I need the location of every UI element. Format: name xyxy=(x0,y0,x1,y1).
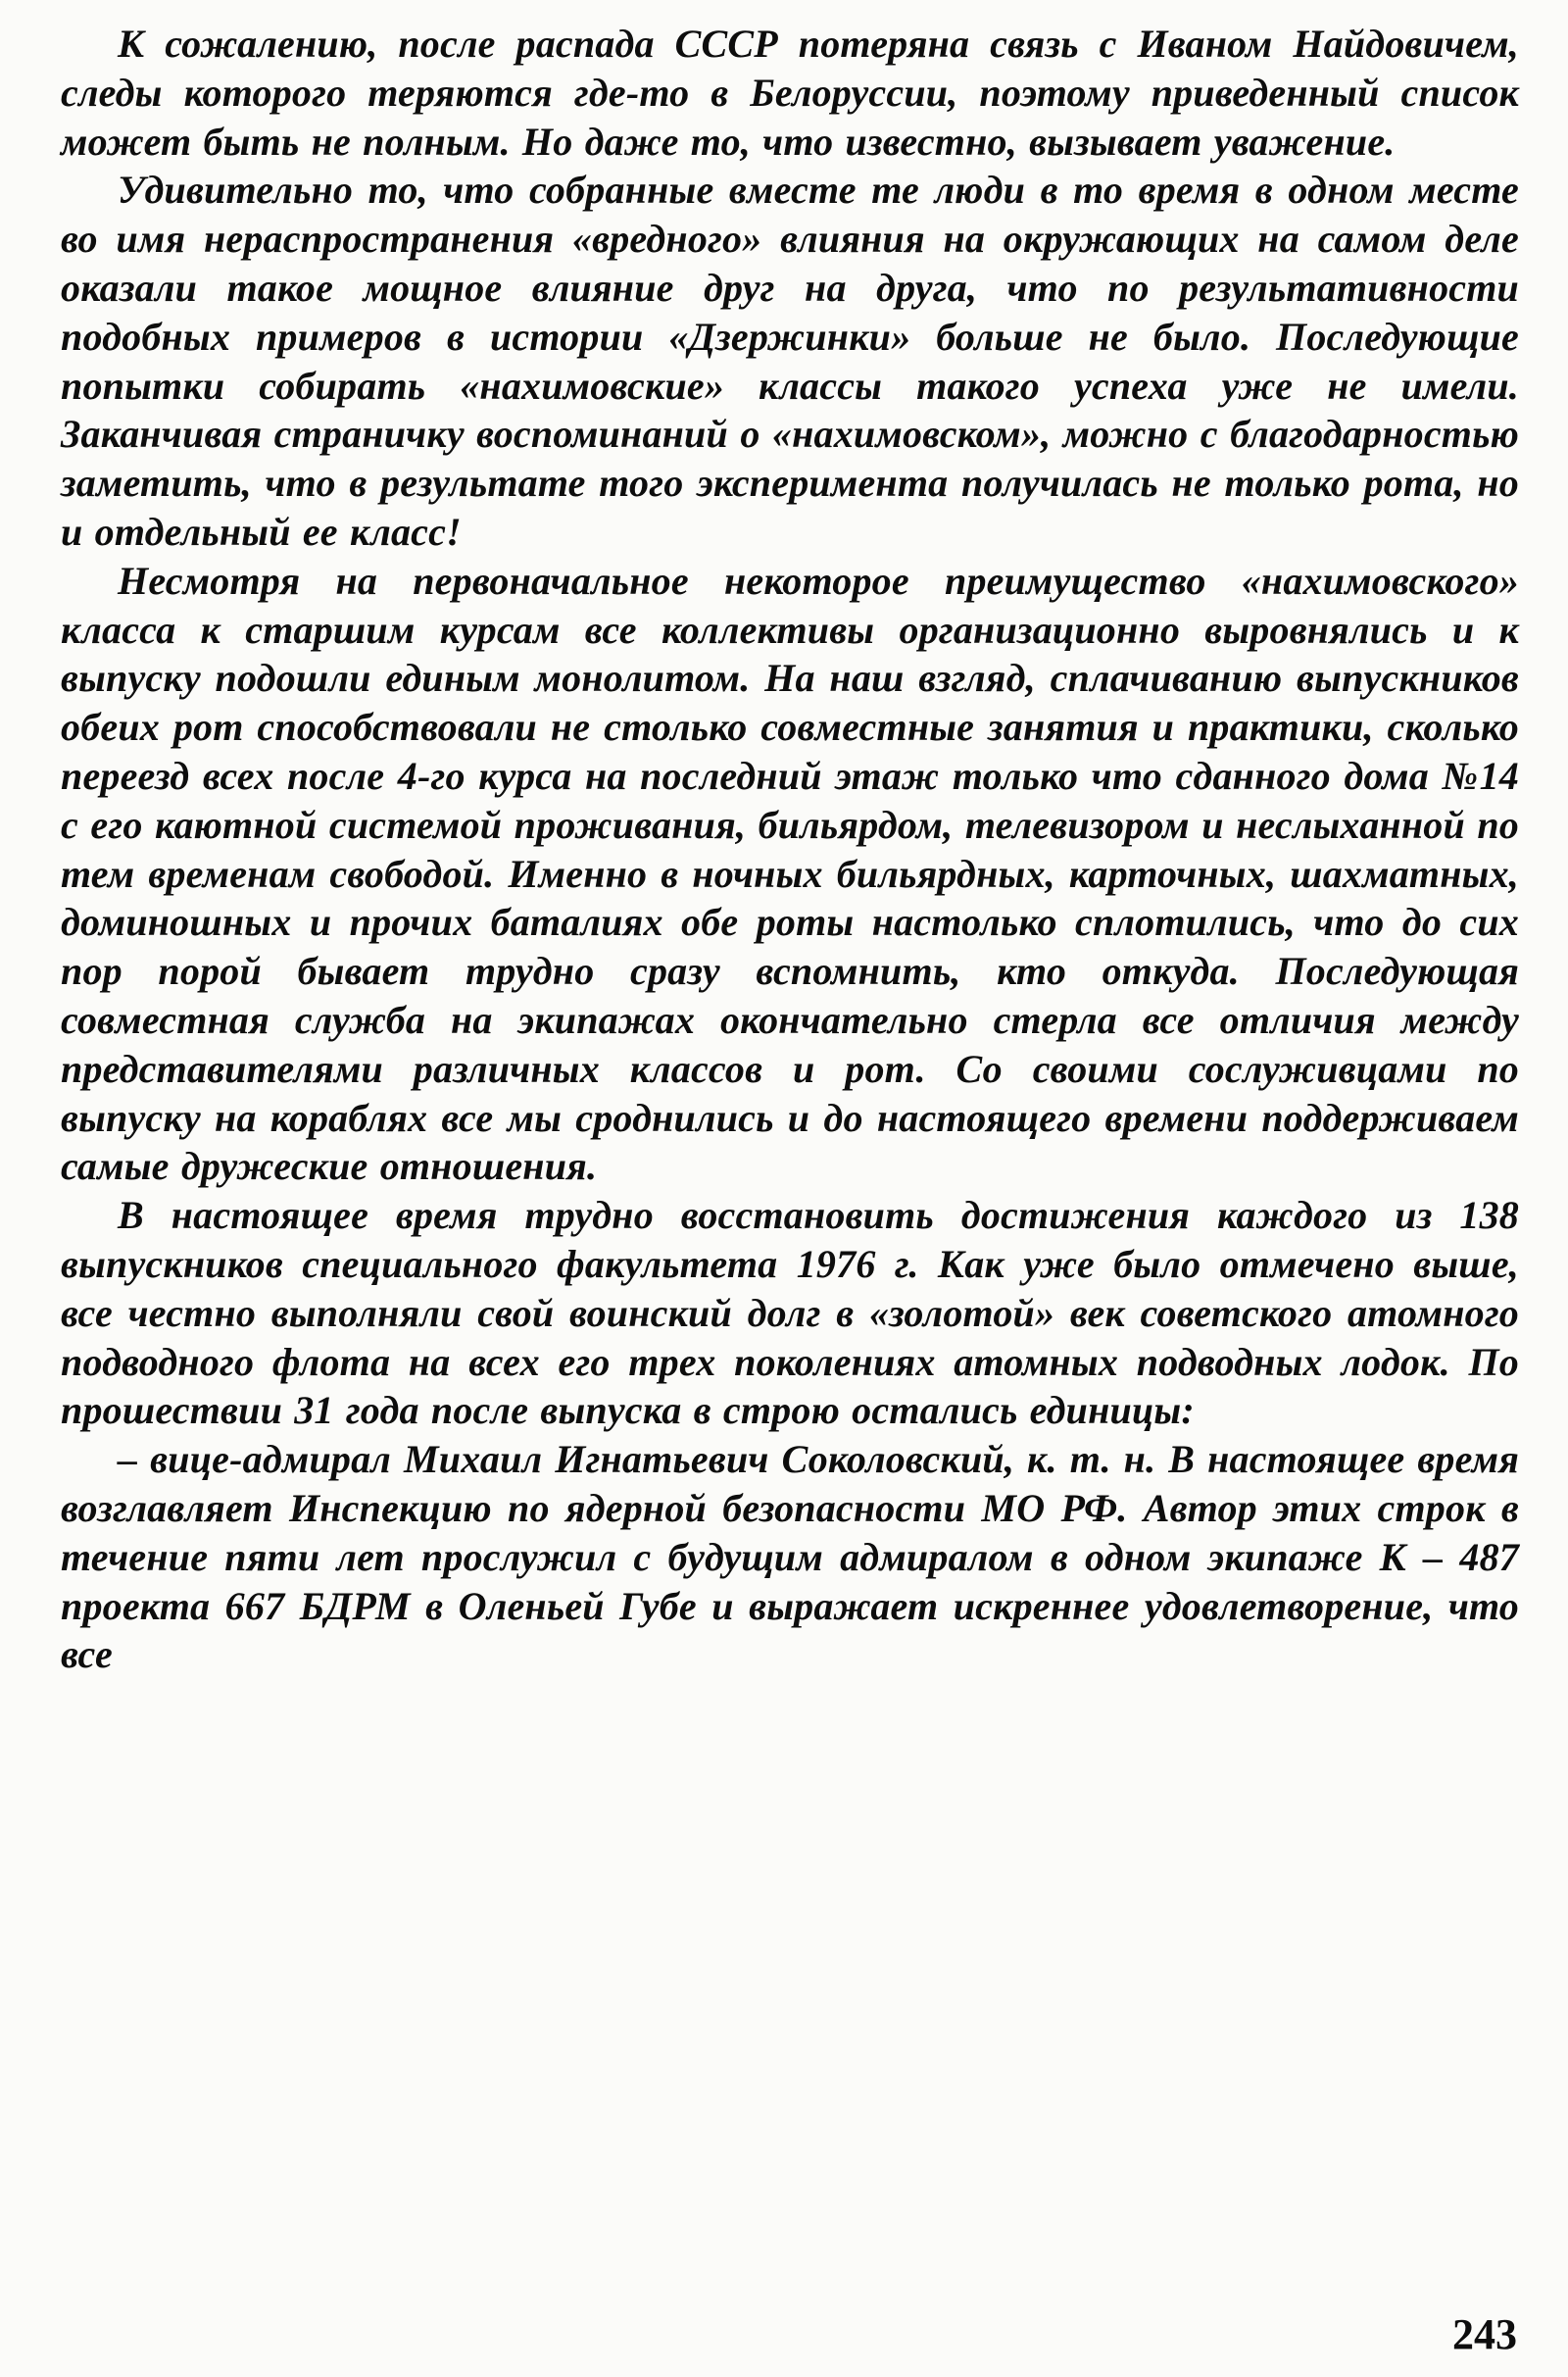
paragraph: В настоящее время трудно восстановить достижения каждого из 138 выпускников специального факультета 1976 г. Как уже было отмечено выше, все честно выполняли свой воинский долг в «золотой» век советского атомного подводного флота на всех его трех поколениях атомных подводных лодок. По прошествии 31 года после выпуска в строю остались единицы: xyxy=(61,1193,1519,1433)
paragraph: Несмотря на первоначальное некоторое преимущество «нахимовского» класса к старшим курсам все коллективы организационно выровнялись и к выпуску подошли единым монолитом. На наш взгляд, сплачиванию выпускников обеих рот способствовали не столько совместные занятия и практики, сколько переезд всех после 4-го курса на последний этаж только что сданного дома №14 с его каютной системой проживания, бильярдом, телевизором и неслыханной по тем временам свободой. Именно в ночных бильярдных, карточных, шахматных, доминошных и прочих баталиях обе роты настолько сплотились, что до сих пор порой бывает трудно сразу вспомнить, кто откуда. Последующая совместная служба на экипажах окончательно стерла все отличия между представителями различных классов и рот. Со своими сослуживцами по выпуску на кораблях все мы сроднились и до настоящего времени поддерживаем самые дружеские отношения. xyxy=(61,558,1519,1189)
paragraph: – вице-адмирал Михаил Игнатьевич Соколовский, к. т. н. В настоящее время возглавляет Инспекцию по ядерной безопасности МО РФ. Автор этих строк в течение пяти лет прослужил с будущим адмиралом в одном экипаже К – 487 проекта 667 БДРМ в Оленьей Губе и выражает искреннее удовлетворение, что все xyxy=(61,1437,1519,1677)
paragraph: Удивительно то, что собранные вместе те люди в то время в одном месте во имя нераспространения «вредного» влияния на окружающих на самом деле оказали такое мощное влияние друг на друга, что по результативности подобных примеров в истории «Дзержинки» больше не было. Последующие попытки собирать «нахимовские» классы такого успеха уже не имели. Заканчивая страничку воспоминаний о «нахимовском», можно с благодарностью заметить, что в результате того эксперимента получилась не только рота, но и отдельный ее класс! xyxy=(61,168,1519,554)
paragraph: К сожалению, после распада СССР потеряна связь с Иваном Найдовичем, следы которого теряются где-то в Белоруссии, поэтому приведенный список может быть не полным. Но даже то, что известно, вызывает уважение. xyxy=(61,22,1519,164)
page-number: 243 xyxy=(1452,2310,1517,2358)
